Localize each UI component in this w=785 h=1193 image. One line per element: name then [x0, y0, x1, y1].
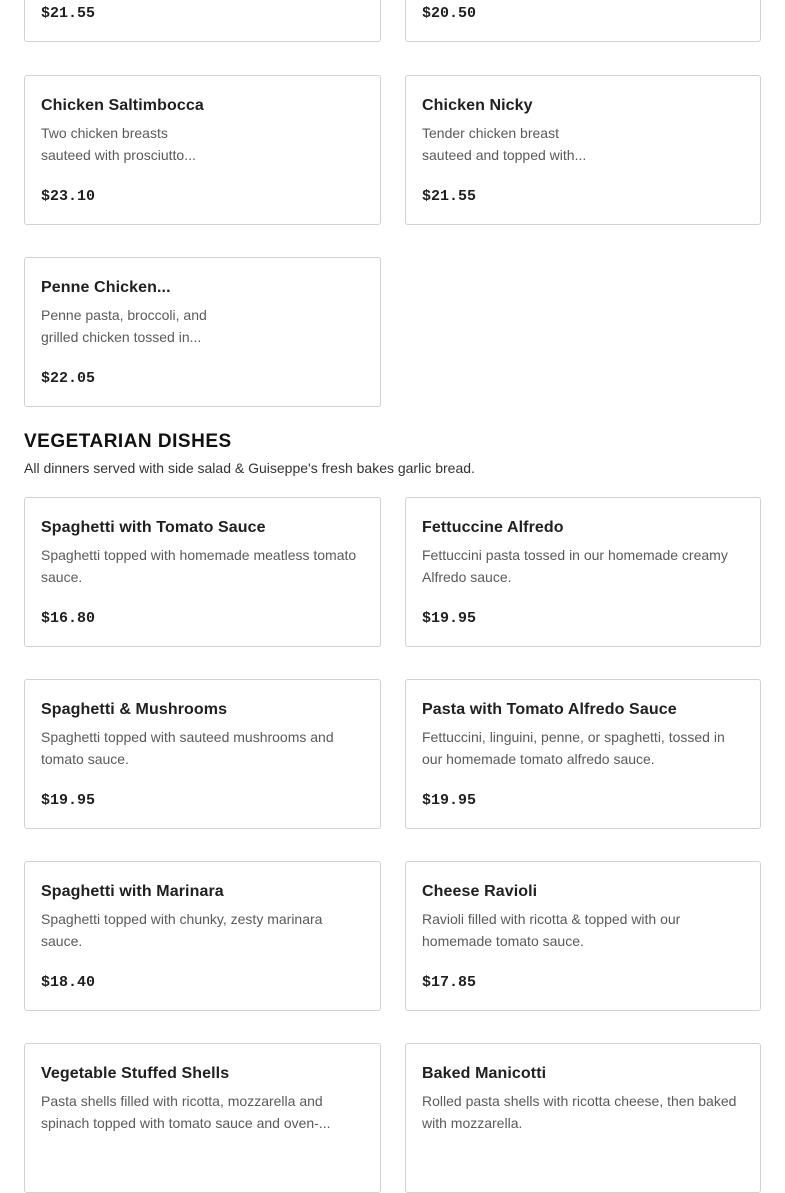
item-price: $22.05: [41, 370, 96, 387]
item-name: Spaghetti & Mushrooms: [41, 701, 228, 718]
item-description: Spaghetti topped with homemade meatless tomato sauce.: [41, 547, 357, 585]
item-price: $21.55: [41, 5, 96, 22]
menu-item-card[interactable]: [24, 0, 381, 42]
menu-item-card[interactable]: [24, 1043, 381, 1193]
menu-item-card[interactable]: [24, 75, 381, 225]
menu-item-card[interactable]: [405, 497, 761, 647]
item-description: Two chicken breasts sauteed with prosciutto...: [41, 125, 196, 163]
menu-item-card[interactable]: [405, 861, 761, 1011]
item-description: Pasta shells filled with ricotta, mozzarella and spinach topped with tomato sauce and oven-...: [41, 1093, 331, 1131]
menu-item-card[interactable]: [405, 75, 761, 225]
item-price: $21.55: [422, 188, 477, 205]
item-name: Cheese Ravioli: [422, 883, 538, 900]
item-description: Rolled pasta shells with ricotta cheese, then baked with mozzarella.: [422, 1093, 737, 1131]
item-name: Chicken Nicky: [422, 97, 533, 114]
item-price: $19.95: [422, 610, 477, 627]
item-name: Baked Manicotti: [422, 1065, 547, 1082]
section-subtitle: All dinners served with side salad & Guiseppe's fresh bakes garlic bread.: [24, 460, 475, 476]
item-name: Spaghetti with Marinara: [41, 883, 224, 900]
item-description: Spaghetti topped with chunky, zesty marinara sauce.: [41, 911, 323, 949]
item-description: Penne pasta, broccoli, and grilled chicken tossed in...: [41, 307, 207, 345]
menu-item-card[interactable]: [24, 497, 381, 647]
menu-item-card[interactable]: [24, 679, 381, 829]
item-name: Chicken Saltimbocca: [41, 97, 204, 114]
item-price: $18.40: [41, 974, 96, 991]
item-price: $19.95: [422, 792, 477, 809]
item-name: Pasta with Tomato Alfredo Sauce: [422, 701, 677, 718]
item-name: Vegetable Stuffed Shells: [41, 1065, 230, 1082]
section-title: VEGETARIAN DISHES: [24, 431, 232, 452]
item-price: $20.50: [422, 5, 477, 22]
item-description: Ravioli filled with ricotta & topped with our homemade tomato sauce.: [422, 911, 681, 949]
item-description: Fettuccini pasta tossed in our homemade creamy Alfredo sauce.: [422, 547, 728, 585]
menu-item-card[interactable]: [405, 0, 761, 42]
menu-item-card[interactable]: [405, 679, 761, 829]
item-name: Fettuccine Alfredo: [422, 519, 564, 536]
item-name: Spaghetti with Tomato Sauce: [41, 519, 266, 536]
item-description: Tender chicken breast sauteed and topped with...: [422, 125, 587, 163]
menu-item-card[interactable]: [405, 1043, 761, 1193]
item-price: $19.95: [41, 792, 96, 809]
menu-item-card[interactable]: [24, 861, 381, 1011]
item-price: $16.80: [41, 610, 96, 627]
menu-item-card[interactable]: [24, 257, 381, 407]
item-description: Fettuccini, linguini, penne, or spaghetti, tossed in our homemade tomato alfredo sauce.: [422, 729, 725, 767]
item-price: $23.10: [41, 188, 96, 205]
item-name: Penne Chicken...: [41, 279, 171, 296]
item-description: Spaghetti topped with sauteed mushrooms and tomato sauce.: [41, 729, 334, 767]
item-price: $17.85: [422, 974, 477, 991]
